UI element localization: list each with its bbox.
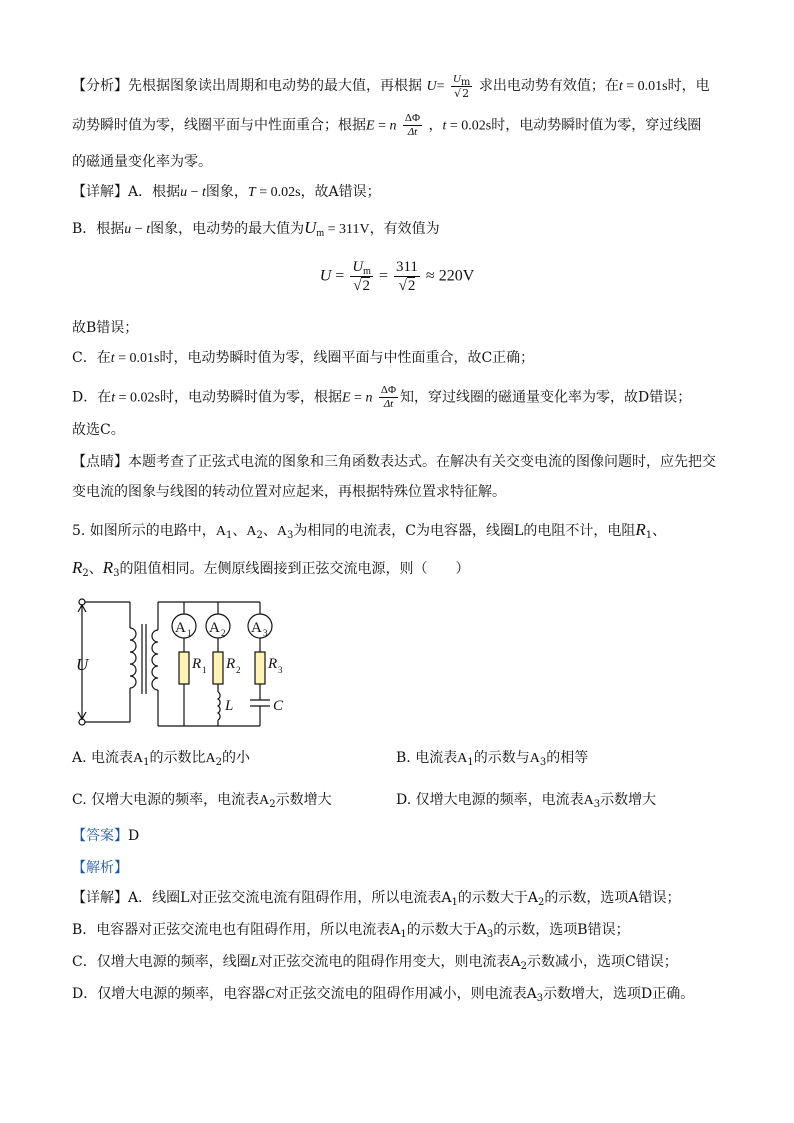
resistor-r1 <box>179 652 189 684</box>
secondary-coil <box>152 630 158 690</box>
explain-b: B．电容器对正弦交流电也有阻碍作用，所以电流表$A_1$的示数大于$A_3$的示数，选项B错误； <box>72 922 630 940</box>
remark-line-1: 【点睛】本题考查了正弦式电流的图象和三角函数表达式。在解决有关交变电流的图像问题时，应先把交 <box>72 454 716 470</box>
resistor-r2 <box>213 652 223 684</box>
label-a3: A <box>251 620 262 636</box>
explain-d: D．仅增大电源的频率，电容器C对正弦交流电的阻碍作用减小，则电流表$A_3$示数增大，选项D正确。 <box>72 986 695 1004</box>
label-c: C <box>273 698 284 714</box>
detail-d: D．在t = 0.02s时，电动势瞬时值为零，根据E = n $\frac{\Delta\Phi}{\Delta t}$ 知，穿过线圈的磁通量变化率为零，故D错误； <box>72 384 692 410</box>
primary-coil <box>130 628 136 688</box>
label-r2: R <box>226 656 236 672</box>
answer-line: 【答案】D <box>72 828 140 844</box>
detail-a: 【详解】A．根据u − t图象，T = 0.02s，故A错误； <box>72 184 381 200</box>
label-u: U <box>76 655 89 674</box>
explain-c: C．仅增大电源的频率，线圈L对正弦交流电的阻碍作用变大，则电流表$A_2$示数减小，选项C错误； <box>72 954 678 972</box>
detail-c: C．在t = 0.01s时，电动势瞬时值为零，线圈平面与中性面重合，故C正确； <box>72 350 535 366</box>
svg-text:3: 3 <box>278 665 283 675</box>
circuit-diagram <box>68 594 308 734</box>
option-c[interactable]: C. 仅增大电源的频率，电流表$A_2$示数增大 <box>72 792 332 810</box>
parse-heading: 【解析】 <box>72 860 128 876</box>
analysis-line-1: 【分析】先根据图象读出周期和电动势的最大值，再根据 U= $\frac{U_m}{√2}$ 求出电动势有效值；在t = 0.01s时，电 <box>72 73 710 100</box>
remark-line-2: 变电流的图象与线图的转动位置对应起来，再根据特殊位置求特征解。 <box>72 484 506 500</box>
option-d[interactable]: D. 仅增大电源的频率，电流表$A_3$示数增大 <box>396 792 657 810</box>
um-over-sqrt2: $\frac{U_m}{√2}$ <box>452 73 471 100</box>
label-a2: A <box>209 620 220 636</box>
detail-b-end: 故B错误； <box>72 320 139 336</box>
resistor-r3 <box>255 652 265 684</box>
svg-text:2: 2 <box>221 628 226 638</box>
label-a1: A <box>175 620 186 636</box>
analysis-line-3: 的磁通量变化率为零。 <box>72 154 212 170</box>
option-a[interactable]: A. 电流表$A_1$的示数比$A_2$的小 <box>72 750 251 768</box>
dphi-over-dt: $\frac{\Delta\Phi}{\Delta t}$ <box>404 112 421 138</box>
question-5-line-2: $R_2$、$R_3$的阻值相同。左侧原线圈接到正弦交流电源，则（ ） <box>72 558 470 579</box>
label-r1: R <box>192 656 202 672</box>
question-5-line-1: 5. 如图所示的电路中，$A_1$、$A_2$、$A_3$为相同的电流表，C为电容器，线圈L的电阻不计，电阻$R_1$、 <box>72 520 667 541</box>
explain-a: 【详解】A．线圈L对正弦交流电流有阻碍作用，所以电流表$A_1$的示数大于$A_2$的示数，选项A错误； <box>72 890 681 908</box>
answer-value: D <box>128 828 140 844</box>
label-l: L <box>225 698 234 714</box>
option-b[interactable]: B. 电流表$A_1$的示数与$A_3$的相等 <box>396 750 589 768</box>
effective-value-formula: U = $\frac{U_m}{√2}$ = $\frac{311}{√2}$ ≈ 220V <box>319 259 475 294</box>
svg-text:1: 1 <box>187 628 192 638</box>
inductor-l <box>218 692 220 720</box>
svg-text:3: 3 <box>263 628 268 638</box>
analysis-tag: 【分析】 <box>72 78 128 94</box>
detail-choose: 故选C。 <box>72 422 125 438</box>
svg-text:2: 2 <box>236 665 241 675</box>
label-r3: R <box>268 656 278 672</box>
analysis-line-2: 动势瞬时值为零，线圈平面与中性面重合；根据E = n $\frac{\Delta\Phi}{\Delta t}$ ，t = 0.02s时，电动势瞬时值为零，穿过线圈 <box>72 112 702 138</box>
detail-b: B．根据u − t图象，电动势的最大值为$U_m = 311V$，有效值为 <box>72 218 440 239</box>
svg-text:1: 1 <box>202 665 207 675</box>
